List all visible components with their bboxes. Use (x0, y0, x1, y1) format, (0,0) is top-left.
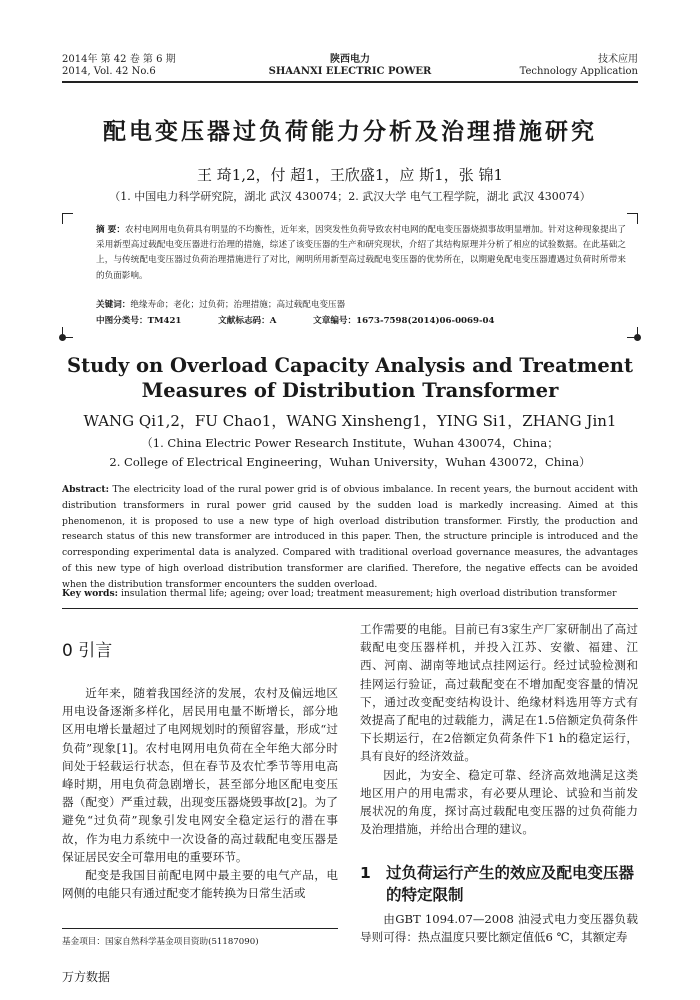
affiliation-en-2: 2. College of Electrical Engineering，Wuhan University，Wuhan 430072，China） (109, 455, 591, 469)
paper-title-cn: 配电变压器过负荷能力分析及治理措施研究 (103, 118, 597, 145)
authors-en: WANG Qi1,2，FU Chao1，WANG Xinsheng1，YING Si1，ZHANG Jin1 (83, 412, 617, 430)
classification-row (96, 314, 656, 326)
journal-issue-en: 2014, Vol. 42 No.6 (62, 66, 156, 77)
keywords-en-label: Key words: (62, 588, 119, 599)
article-number: 文章编号：1673-7598(2014)06-0069-04 (313, 316, 495, 326)
paragraph: 由GBT 1094.07—2008 油浸式电力变压器负载导则可得：热点温度只要比额定值低6 ℃，其额定寿 (360, 912, 638, 945)
abstract-cn-text: 农村电网用电负荷具有明显的不均衡性，近年来，因突发性负荷导致农村电网的配电变压器烧损事故明显增加。针对这种现象提出了采用新型高过载配电变压器进行治理的措施，综述了该变压器的生产和研究现状，介绍了其结构原理并分析了相应的试验数据。在此基础之上，与传统配电变压器过负荷治理措施进行了对比，阐明所用新型高过载配电变压器的优势所在，以期避免配电变压器遭遇过负荷时所带来的负面影响。 (96, 225, 626, 281)
journal-name-cn: 陕西电力 (330, 54, 370, 65)
funding-footnote: 基金项目：国家自然科学基金项目资助(51187090) (62, 937, 259, 947)
keywords-cn-text: 绝缘寿命；老化；过负荷；治理措施；高过载配电变压器 (130, 300, 346, 310)
journal-issue-cn: 2014年 第 42 卷 第 6 期 (62, 54, 176, 65)
paragraph: 近年来，随着我国经济的发展，农村及偏远地区用电设备逐渐多样化，居民用电量不断增长，部分地区用电增长量超过了电网规划时的预留容量，形成“过负荷”现象[1]。农村电网用电负荷在全年绝大部分时间处于轻载运行状态，但在春节及农忙季节等用电高峰时期，用电负荷急剧增长，甚至部分地区配电变压器（配变）严重过载，出现变压器烧毁事故[2]。为了避免“过负荷”现象引发电网安全稳定运行的潜在事故，作为电力系统中一次设备的高过载配电变压器是保证居民安全可靠用电的重要环节。 (62, 686, 338, 864)
paper-title-en: Study on Overload Capacity Analysis and Treatment Measures of Distribution Transformer (66, 354, 633, 402)
authors-cn: 王 琦1,2，付 超1，王欣盛1，应 斯1，张 锦1 (196, 166, 504, 184)
abstract-en (62, 482, 638, 593)
column-name-en: Technology Application (519, 66, 638, 77)
keywords-cn (96, 298, 626, 310)
paragraph: 配变是我国目前配电网中最主要的电气产品，电网侧的电能只有通过配变才能转换为日常生活或 (62, 868, 338, 901)
right-column-continued (360, 910, 638, 946)
keywords-en (62, 588, 638, 599)
footnote-rule (62, 928, 338, 929)
abstract-en-text: The electricity load of the rural power grid is of obvious imbalance. In recent years, the burnout accident with distribution transformers in rural power grid caused by the sudden load is markedly increasing. Aimed at this phenomenon, it is proposed to use a new type of high overload distribution transformer. Firstly, the production and research status of this new transformer are introduced in this paper. Then, the structure principle is introduced and the corresponding experimental data is analyzed. Compared with traditional overload governance measures, the advantages of this new type of high overload distribution transformer are clarified. Therefore, the negative effects can be avoided when the distribution transformer encounters the sudden overload. (62, 484, 639, 590)
keywords-en-text: insulation thermal life; ageing; over load; treatment measurement; high overload distribution transformer (120, 588, 617, 599)
abstract-cn (96, 223, 626, 284)
document-code: 文献标志码：A (218, 316, 277, 326)
separator-dot-left (59, 334, 66, 341)
section-1-number: 1 (360, 864, 371, 882)
paragraph: 工作需要的电能。目前已有3家生产厂家研制出了高过载配电变压器样机，并投入江苏、安徽、福建、江西、河南、湖南等地试点挂网运行。经过试验检测和挂网运行验证，高过载配变在不增加配变容量的情况下，通过改变配变结构设计、绝缘材料选用等方式有效提高了配电的过载能力，满足在1.5倍额定负荷条件下长期运行，在2倍额定负荷条件下1 h的稳定运行，具有良好的经济效益。 (360, 622, 638, 764)
abstract-en-label: Abstract: (62, 484, 109, 495)
keywords-cn-label: 关键词： (96, 300, 131, 310)
affiliation-cn: （1. 中国电力科学研究院，湖北 武汉 430074；2. 武汉大学 电气工程学院，湖北 武汉 430074） (109, 190, 591, 203)
abstract-cn-label: 摘 要： (96, 225, 125, 235)
section-1-heading: 过负荷运行产生的效应及配电变压器的特定限制 (386, 864, 635, 904)
journal-name-en: SHAANXI ELECTRIC POWER (268, 66, 432, 77)
paragraph: 因此，为安全、稳定可靠、经济高效地满足这类地区用户的用电需求，有必要从理论、试验和当前发展状况的角度，探讨高过载配电变压器的过负荷能力及治理措施，并给出合理的建议。 (360, 767, 638, 837)
affiliation-en-1: （1. China Electric Power Research Institute，Wuhan 430074，China； (141, 436, 559, 450)
clc-number: 中图分类号：TM421 (96, 316, 182, 326)
watermark: 万方数据 (62, 970, 111, 984)
column-name-cn: 技术应用 (598, 54, 638, 65)
section-0-heading: 0 引言 (62, 641, 113, 661)
separator-dot-right (634, 334, 641, 341)
header-rule (62, 81, 638, 83)
right-column (360, 620, 638, 838)
left-column (62, 684, 338, 902)
abstract-rule (62, 608, 638, 609)
